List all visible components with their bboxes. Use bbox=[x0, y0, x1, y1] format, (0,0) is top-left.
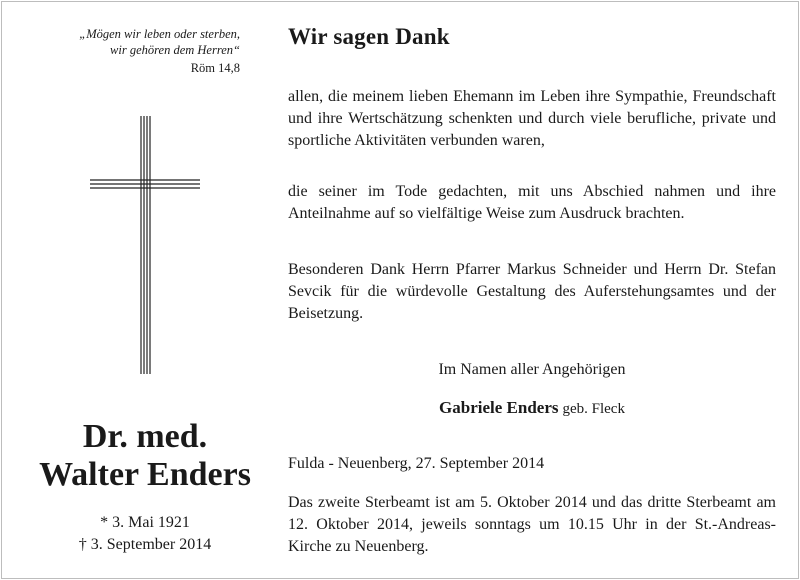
life-dates bbox=[60, 512, 230, 556]
bible-quote bbox=[30, 26, 240, 76]
quote-reference: Röm 14,8 bbox=[190, 61, 240, 75]
quote-line-1: „Mögen wir leben oder sterben, bbox=[79, 27, 240, 41]
signer-maiden-name: geb. Fleck bbox=[562, 401, 625, 417]
signer bbox=[288, 398, 776, 418]
birth-date: * 3. Mai 1921 bbox=[100, 514, 190, 531]
paragraph-thanks-farewell: die seiner im Tode gedachten, mit uns Abschied nahmen und ihre Anteilnahme auf so vielfältige Weise zum Ausdruck brachten. bbox=[288, 183, 776, 222]
cross-icon bbox=[88, 116, 202, 374]
notice-heading: Wir sagen Dank bbox=[288, 24, 450, 49]
quote-line-2: wir gehören dem Herren“ bbox=[110, 43, 240, 57]
on-behalf-line: Im Namen aller Angehörigen bbox=[438, 361, 626, 378]
place-and-date: Fulda - Neuenberg, 27. September 2014 bbox=[288, 455, 545, 472]
deceased-title: Dr. med. bbox=[82, 418, 208, 455]
paragraph-special-thanks: Besonderen Dank Herrn Pfarrer Markus Schneider und Herrn Dr. Stefan Sevcik für die würdevolle Gestaltung des Auferstehungsamtes und der Beisetzung. bbox=[288, 261, 776, 322]
signer-name: Gabriele Enders bbox=[439, 398, 559, 417]
death-date: † 3. September 2014 bbox=[78, 536, 212, 553]
deceased-fullname: Walter Enders bbox=[39, 456, 251, 493]
paragraph-requiem-masses: Das zweite Sterbeamt ist am 5. Oktober 2014 und das dritte Sterbeamt am 12. Oktober 2014, jeweils sonntags um 10.15 Uhr in der St.-Andreas-Kirche zu Neuenberg. bbox=[288, 494, 776, 555]
paragraph-thanks-life: allen, die meinem lieben Ehemann im Leben ihre Sympathie, Freundschaft und ihre Wertschätzung schenkten und durch viele berufliche, private und sportliche Aktivitäten verbunden waren, bbox=[288, 88, 776, 149]
deceased-name bbox=[0, 418, 290, 494]
